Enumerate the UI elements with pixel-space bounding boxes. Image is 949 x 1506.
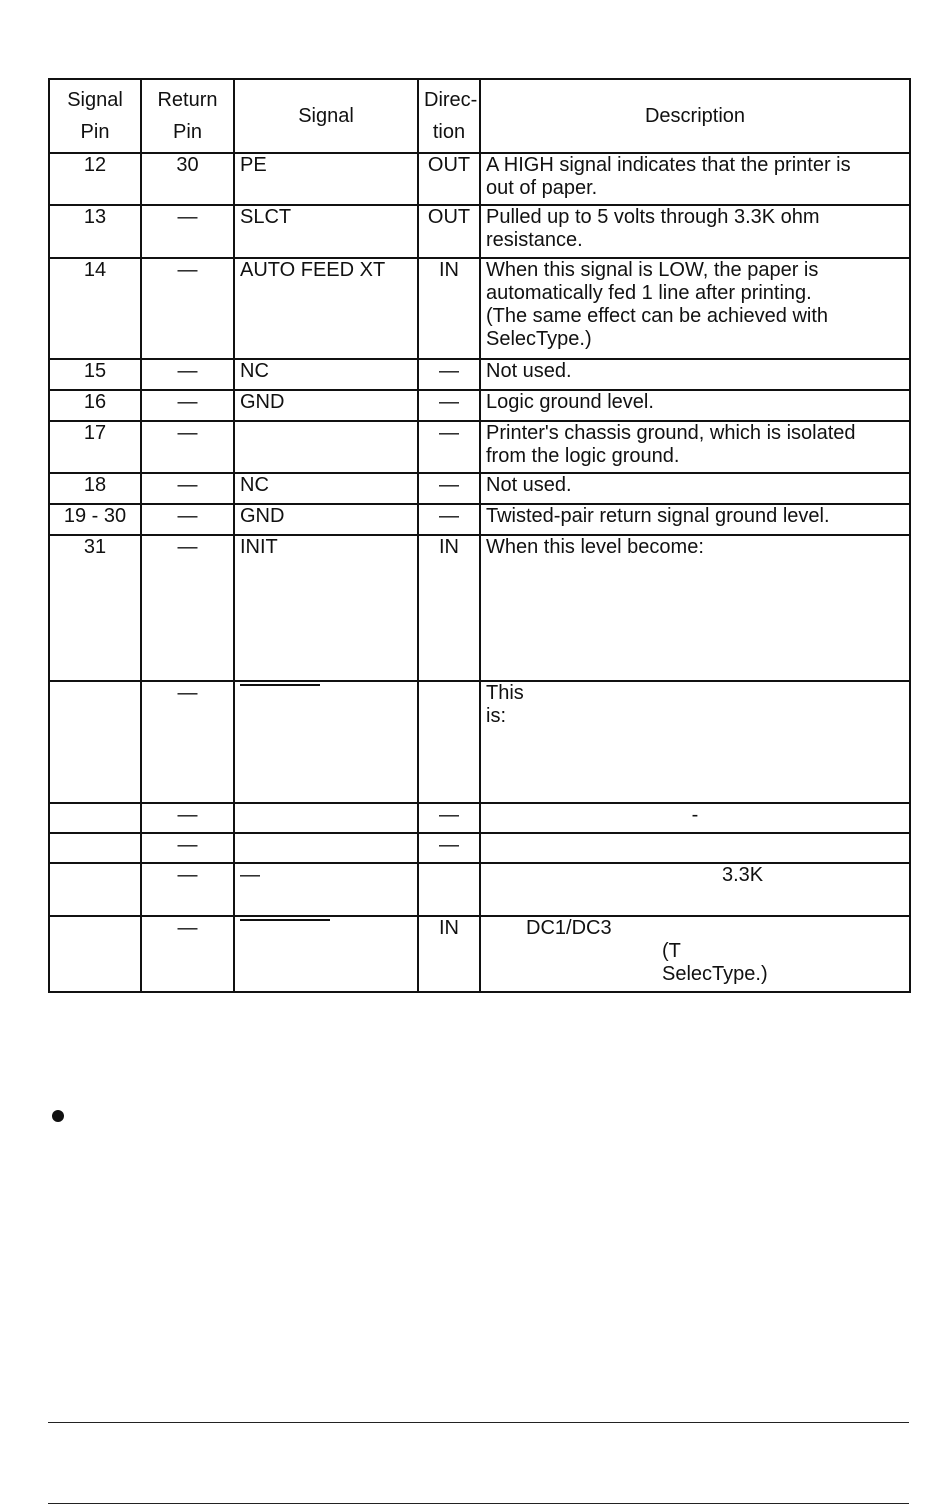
- table-row: [49, 863, 910, 916]
- description-cell: [480, 833, 910, 863]
- description-cell: This is:: [480, 681, 910, 803]
- table-row: [49, 473, 910, 504]
- signal-cell: PE: [234, 153, 418, 205]
- direction-cell: OUT: [418, 205, 480, 258]
- return-pin-cell: —: [141, 258, 234, 359]
- signal-pin-cell: [49, 833, 141, 863]
- description-cell: Printer's chassis ground, which is isolated from the logic ground.: [480, 421, 910, 473]
- signal-cell: GND: [234, 504, 418, 535]
- signal-pin-cell: [49, 863, 141, 916]
- signal-pin-header: Signal Pin: [49, 79, 141, 153]
- signal-pin-cell: 16: [49, 390, 141, 421]
- description-cell: Logic ground level.: [480, 390, 910, 421]
- signal-cell: [234, 833, 418, 863]
- description-cell: When this signal is LOW, the paper is automatically fed 1 line after printing. (The same effect can be achieved with SelecType.): [480, 258, 910, 359]
- table-row: [49, 803, 910, 833]
- direction-cell: —: [418, 473, 480, 504]
- table-row: [49, 153, 910, 205]
- signal-cell: [234, 916, 418, 992]
- table-row: [49, 205, 910, 258]
- return-pin-cell: 30: [141, 153, 234, 205]
- direction-cell: —: [418, 504, 480, 535]
- signal-cell: —: [234, 863, 418, 916]
- signal-cell: NC: [234, 359, 418, 390]
- return-pin-cell: —: [141, 681, 234, 803]
- table-row: [49, 421, 910, 473]
- description-cell: DC1/DC3 (T SelecType.): [480, 916, 910, 992]
- direction-cell: [418, 681, 480, 803]
- signal-pin-cell: 13: [49, 205, 141, 258]
- footer-rule-bottom: [48, 1503, 909, 1504]
- description-header: Description: [480, 79, 910, 153]
- return-pin-cell: —: [141, 916, 234, 992]
- signal-cell: NC: [234, 473, 418, 504]
- description-cell: Not used.: [480, 473, 910, 504]
- direction-cell: —: [418, 359, 480, 390]
- signal-header: Signal: [234, 79, 418, 153]
- direction-cell: —: [418, 833, 480, 863]
- table-header-row: [49, 79, 910, 153]
- direction-cell: —: [418, 803, 480, 833]
- description-cell: -: [480, 803, 910, 833]
- signal-cell: [234, 681, 418, 803]
- description-cell: A HIGH signal indicates that the printer is out of paper.: [480, 153, 910, 205]
- description-cell: Not used.: [480, 359, 910, 390]
- footer-rule-top: [48, 1422, 909, 1423]
- signal-pin-cell: 12: [49, 153, 141, 205]
- table-row: [49, 916, 910, 992]
- direction-cell: —: [418, 421, 480, 473]
- direction-cell: [418, 863, 480, 916]
- direction-cell: OUT: [418, 153, 480, 205]
- return-pin-cell: —: [141, 421, 234, 473]
- return-pin-header: Return Pin: [141, 79, 234, 153]
- signal-cell: [234, 803, 418, 833]
- signal-pin-cell: [49, 681, 141, 803]
- signal-pin-cell: 19 - 30: [49, 504, 141, 535]
- signal-cell: GND: [234, 390, 418, 421]
- description-cell: Twisted-pair return signal ground level.: [480, 504, 910, 535]
- signal-cell: [234, 421, 418, 473]
- table-row: [49, 390, 910, 421]
- signal-pin-cell: 17: [49, 421, 141, 473]
- table-row: [49, 681, 910, 803]
- table-row: [49, 504, 910, 535]
- return-pin-cell: —: [141, 535, 234, 681]
- signal-cell: INIT: [234, 535, 418, 681]
- overline-mark: [240, 684, 320, 686]
- return-pin-cell: —: [141, 863, 234, 916]
- direction-cell: —: [418, 390, 480, 421]
- signal-pin-cell: 14: [49, 258, 141, 359]
- signal-cell: AUTO FEED XT: [234, 258, 418, 359]
- table-row: [49, 535, 910, 681]
- direction-cell: IN: [418, 535, 480, 681]
- signal-pin-cell: 18: [49, 473, 141, 504]
- table-row: [49, 258, 910, 359]
- signal-pin-cell: 31: [49, 535, 141, 681]
- overline-mark: [240, 919, 330, 921]
- signal-pin-cell: [49, 803, 141, 833]
- return-pin-cell: —: [141, 359, 234, 390]
- return-pin-cell: —: [141, 205, 234, 258]
- interface-pin-table: [48, 78, 911, 993]
- direction-header: Direc- tion: [418, 79, 480, 153]
- signal-cell: SLCT: [234, 205, 418, 258]
- return-pin-cell: —: [141, 833, 234, 863]
- return-pin-cell: —: [141, 803, 234, 833]
- description-cell: When this level become:: [480, 535, 910, 681]
- return-pin-cell: —: [141, 473, 234, 504]
- direction-cell: IN: [418, 258, 480, 359]
- direction-cell: IN: [418, 916, 480, 992]
- table-row: [49, 833, 910, 863]
- table-row: [49, 359, 910, 390]
- description-cell: 3.3K: [480, 863, 910, 916]
- return-pin-cell: —: [141, 504, 234, 535]
- return-pin-cell: —: [141, 390, 234, 421]
- bullet-mark: [52, 1110, 64, 1122]
- signal-pin-cell: 15: [49, 359, 141, 390]
- signal-pin-cell: [49, 916, 141, 992]
- description-cell: Pulled up to 5 volts through 3.3K ohm resistance.: [480, 205, 910, 258]
